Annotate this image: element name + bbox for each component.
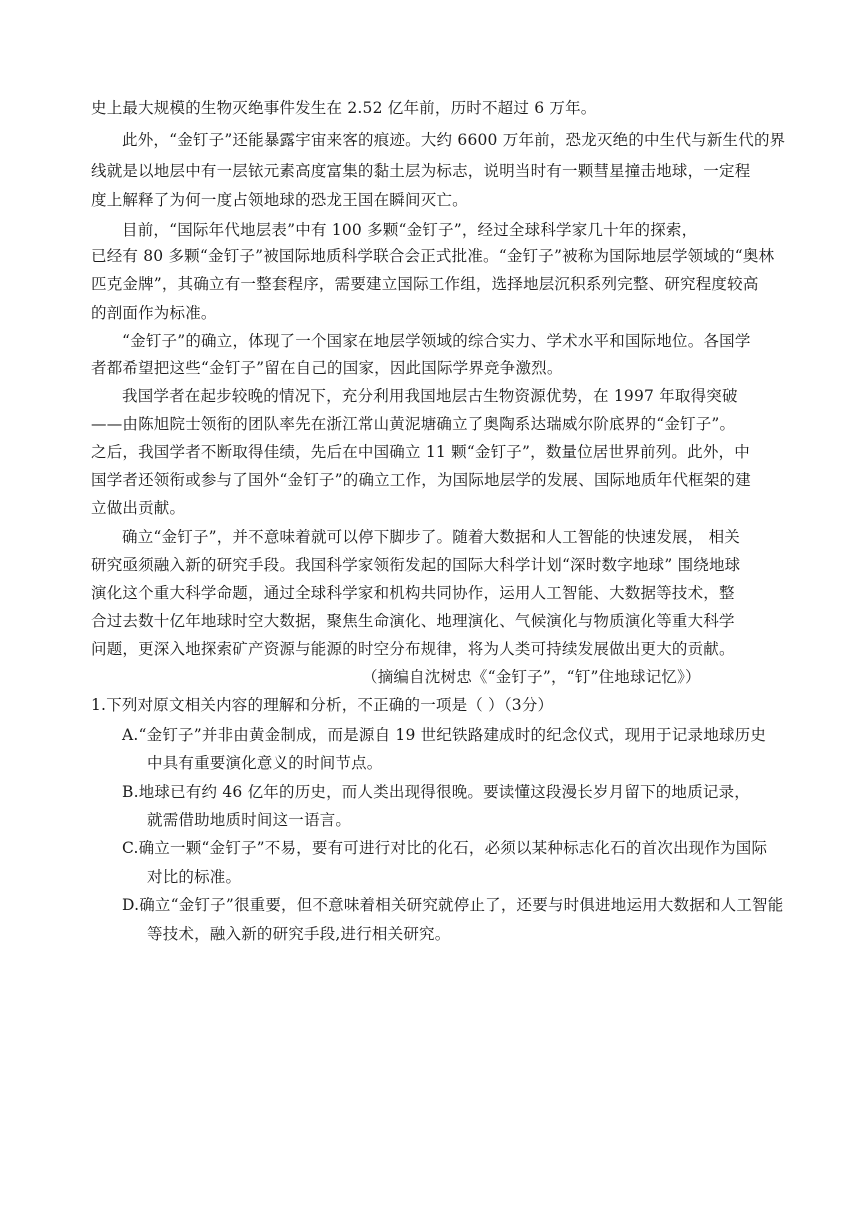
passage-line: “金钉子”的确立，体现了一个国家在地层学领域的综合实力、学术水平和国际地位。各国学 (122, 332, 751, 350)
passage-line: 确立“金钉子”，并不意味着就可以停下脚步了。随着大数据和人工智能的快速发展， 相关 (122, 528, 740, 546)
option-b: B.地球已有约 46 亿年的历史，而人类出现得很晚。要读懂这段漫长岁月留下的地质记录， (122, 783, 750, 801)
passage-line: 国学者还领衔或参与了国外“金钉子”的确立工作，为国际地层学的发展、国际地质年代框架的建 (91, 471, 751, 489)
option-c: C.确立一颗“金钉子”不易，要有可进行对比的化石，必须以某种标志化石的首次出现作为国际 (122, 839, 768, 857)
passage-line: 的剖面作为标准。 (91, 304, 217, 322)
passage-line: 问题，更深入地探索矿产资源与能源的时空分布规律，将为人类可持续发展做出更大的贡献。 (91, 640, 735, 658)
passage-line: 之后，我国学者不断取得佳绩，先后在中国确立 11 颗“金钉子”，数量位居世界前列。此外，中 (91, 443, 750, 461)
passage-line: 立做出贡献。 (91, 499, 186, 517)
passage-line: 已经有 80 多颗“金钉子”被国际地质科学联合会正式批准。“金钉子”被称为国际地层学领域的“奥林 (91, 247, 775, 265)
passage-line: 史上最大规模的生物灭绝事件发生在 2.52 亿年前，历时不超过 6 万年。 (91, 99, 597, 117)
option-d: D.确立“金钉子”很重要，但不意味着相关研究就停止了，还要与时俱进地运用大数据和人工智能 (122, 896, 784, 914)
passage-line: 此外，“金钉子”还能暴露宇宙来客的痕迹。大约 6600 万年前，恐龙灭绝的中生代与新生代的界 (122, 131, 786, 149)
passage-line: 者都希望把这些“金钉子”留在自己的国家，因此国际学界竞争激烈。 (91, 359, 563, 377)
option-c-continued: 对比的标准。 (147, 868, 242, 886)
passage-line: 演化这个重大科学命题，通过全球科学家和机构共同协作，运用人工智能、大数据等技术，整 (91, 584, 735, 602)
passage-line: 合过去数十亿年地球时空大数据，聚焦生命演化、地理演化、气候演化与物质演化等重大科学 (91, 612, 735, 630)
passage-line: 线就是以地层中有一层铱元素高度富集的黏土层为标志，说明当时有一颗彗星撞击地球，一定程 (91, 162, 751, 180)
option-a-continued: 中具有重要演化意义的时间节点。 (147, 754, 383, 772)
passage-line: 我国学者在起步较晚的情况下，充分利用我国地层古生物资源优势，在 1997 年取得突破 (122, 387, 738, 405)
source-citation: （摘编自沈树忠《“金钉子”，“钉”住地球记忆》） (362, 668, 701, 686)
passage-line: 研究亟须融入新的研究手段。我国科学家领衔发起的国际大科学计划“深时数字地球” 围绕地球 (91, 556, 741, 574)
option-b-continued: 就需借助地质时间这一语言。 (147, 811, 352, 829)
passage-line: ——由陈旭院士领衔的团队率先在浙江常山黄泥塘确立了奥陶系达瑞威尔阶底界的“金钉子”。 (91, 415, 736, 433)
option-a: A.“金钉子”并非由黄金制成，而是源自 19 世纪铁路建成时的纪念仪式，现用于记录地球历史 (122, 726, 767, 744)
question-stem: 1.下列对原文相关内容的理解和分析，不正确的一项是（ ）（3分） (91, 696, 554, 714)
option-d-continued: 等技术，融入新的研究手段,进行相关研究。 (147, 925, 451, 943)
passage-line: 度上解释了为何一度占领地球的恐龙王国在瞬间灭亡。 (91, 191, 468, 209)
passage-line: 目前，“国际年代地层表”中有 100 多颗“金钉子”，经过全球科学家几十年的探索， (122, 221, 698, 239)
passage-line: 匹克金牌”，其确立有一整套程序，需要建立国际工作组，选择地层沉积系列完整、研究程度较高 (91, 275, 759, 293)
